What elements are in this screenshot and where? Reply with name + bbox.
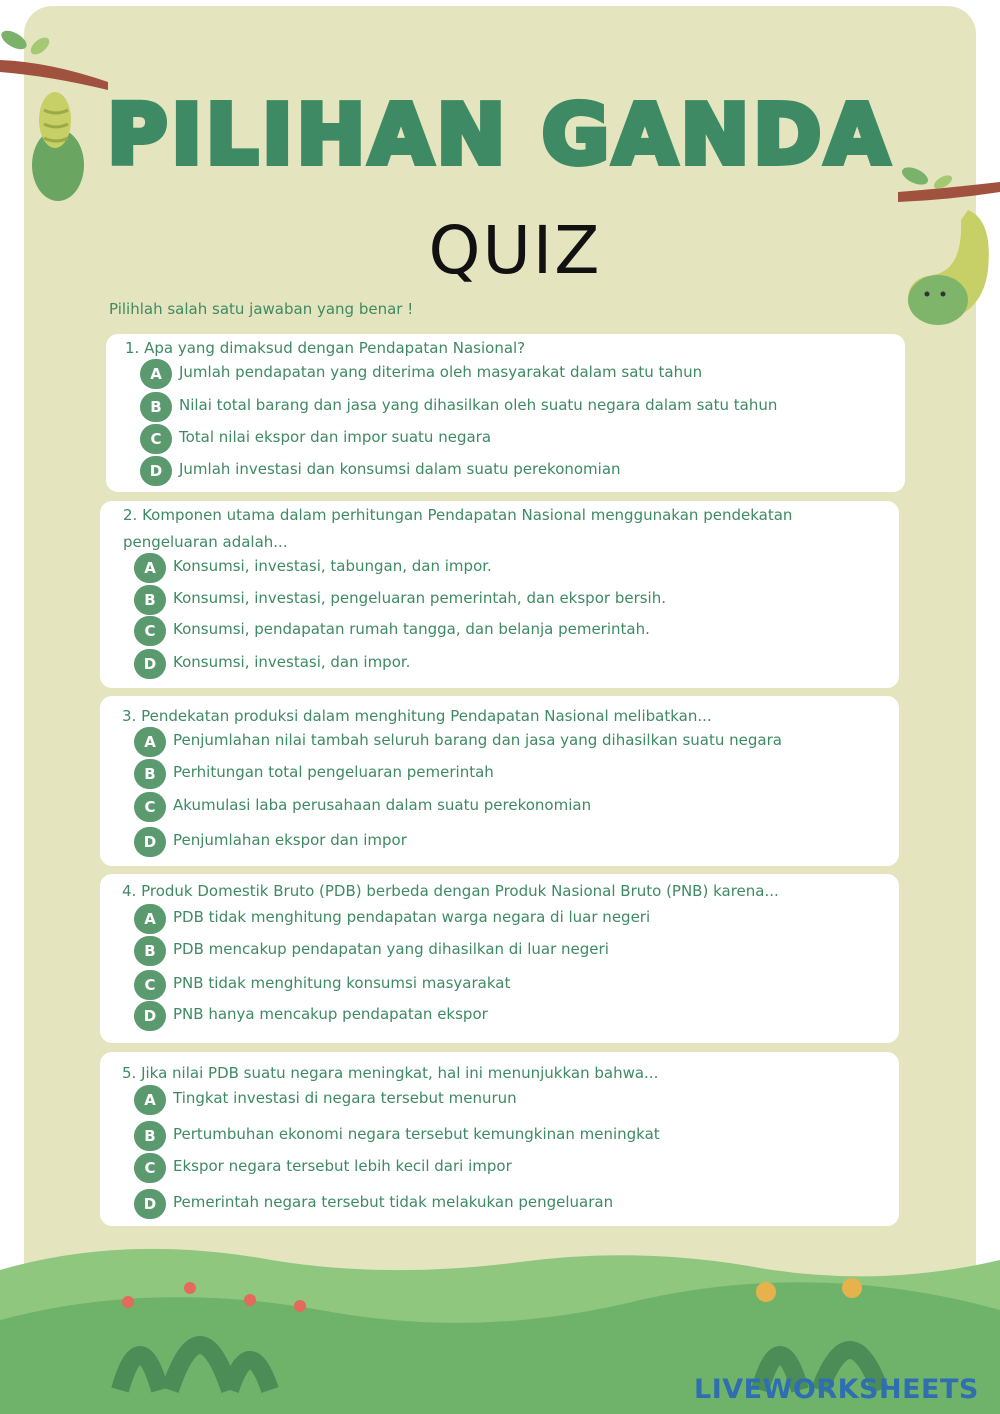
- question-card-5: [100, 1052, 899, 1226]
- option-badge: C: [134, 616, 166, 646]
- option-badge: D: [134, 827, 166, 857]
- option-label: PNB hanya mencakup pendapatan ekspor: [173, 1005, 488, 1023]
- option-badge: A: [140, 359, 172, 389]
- question-card-4: [100, 874, 899, 1043]
- option-label: Ekspor negara tersebut lebih kecil dari impor: [173, 1157, 512, 1175]
- option-label: Akumulasi laba perusahaan dalam suatu perekonomian: [173, 796, 592, 814]
- option-badge: C: [140, 424, 172, 454]
- option-badge: D: [134, 649, 166, 679]
- instruction-text: Pilihlah salah satu jawaban yang benar !: [109, 300, 414, 318]
- option-badge: B: [134, 1121, 166, 1151]
- question-text: 1. Apa yang dimaksud dengan Pendapatan Nasional?: [125, 339, 526, 357]
- option-badge: B: [140, 392, 172, 422]
- option-badge: D: [134, 1189, 166, 1219]
- liveworksheets-logo: LIVEWORKSHEETS: [694, 1374, 979, 1405]
- question-text: 3. Pendekatan produksi dalam menghitung Pendapatan Nasional melibatkan...: [122, 707, 712, 725]
- option-label: PDB tidak menghitung pendapatan warga negara di luar negeri: [173, 908, 651, 926]
- option-label: Konsumsi, investasi, pengeluaran pemerintah, dan ekspor bersih.: [173, 589, 666, 607]
- option-badge: B: [134, 759, 166, 789]
- option-label: Penjumlahan nilai tambah seluruh barang dan jasa yang dihasilkan suatu negara: [173, 731, 782, 749]
- option-badge: A: [134, 553, 166, 583]
- option-badge: C: [134, 1153, 166, 1183]
- option-badge: C: [134, 792, 166, 822]
- option-badge: D: [134, 1001, 166, 1031]
- option-label: Konsumsi, pendapatan rumah tangga, dan belanja pemerintah.: [173, 620, 650, 638]
- question-text: 2. Komponen utama dalam perhitungan Pendapatan Nasional menggunakan pendekatan pengeluaran adalah...: [123, 506, 793, 551]
- option-badge: D: [140, 456, 172, 486]
- question-card-3: [100, 696, 899, 866]
- option-label: Pemerintah negara tersebut tidak melakukan pengeluaran: [173, 1193, 614, 1211]
- option-badge: C: [134, 970, 166, 1000]
- option-label: Jumlah investasi dan konsumsi dalam suatu perekonomian: [179, 460, 621, 478]
- question-card-2: [100, 501, 899, 688]
- question-text: 4. Produk Domestik Bruto (PDB) berbeda dengan Produk Nasional Bruto (PNB) karena...: [122, 882, 779, 900]
- option-label: PDB mencakup pendapatan yang dihasilkan di luar negeri: [173, 940, 609, 958]
- option-badge: A: [134, 727, 166, 757]
- option-badge: B: [134, 936, 166, 966]
- option-label: Tingkat investasi di negara tersebut menurun: [173, 1089, 517, 1107]
- option-label: PNB tidak menghitung konsumsi masyarakat: [173, 974, 511, 992]
- option-label: Perhitungan total pengeluaran pemerintah: [173, 763, 494, 781]
- option-label: Total nilai ekspor dan impor suatu negara: [179, 428, 492, 446]
- question-text: 5. Jika nilai PDB suatu negara meningkat, hal ini menunjukkan bahwa...: [122, 1064, 659, 1082]
- option-label: Konsumsi, investasi, dan impor.: [173, 653, 411, 671]
- option-label: Penjumlahan ekspor dan impor: [173, 831, 407, 849]
- option-badge: A: [134, 904, 166, 934]
- page-title: PILIHAN GANDA: [107, 88, 893, 183]
- option-label: Nilai total barang dan jasa yang dihasilkan oleh suatu negara dalam satu tahun: [179, 396, 778, 414]
- question-card-1: [106, 334, 905, 492]
- option-badge: A: [134, 1085, 166, 1115]
- option-label: Jumlah pendapatan yang diterima oleh masyarakat dalam satu tahun: [179, 363, 703, 381]
- option-badge: B: [134, 585, 166, 615]
- page-subtitle: QUIZ: [428, 212, 602, 289]
- option-label: Pertumbuhan ekonomi negara tersebut kemungkinan meningkat: [173, 1125, 660, 1143]
- option-label: Konsumsi, investasi, tabungan, dan impor.: [173, 557, 492, 575]
